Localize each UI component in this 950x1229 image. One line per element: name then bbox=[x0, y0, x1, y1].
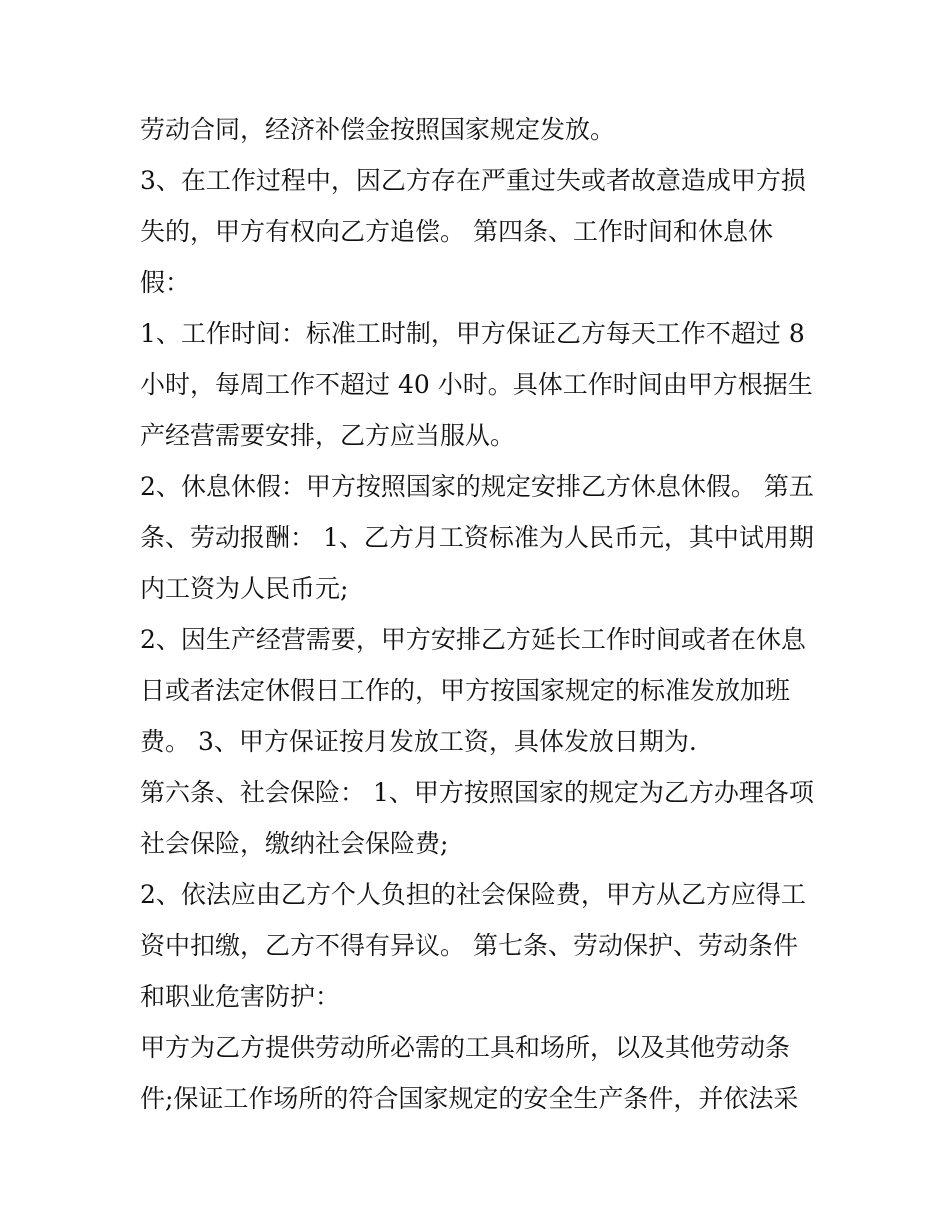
text-line: 3、在工作过程中，因乙方存在严重过失或者故意造成甲方损 bbox=[140, 166, 806, 195]
text-line: 1、工作时间：标准工时制，甲方保证乙方每天工作不超过 8 bbox=[140, 319, 805, 348]
text-line: 2、休息休假：甲方按照国家的规定安排乙方休息休假。 第五 bbox=[140, 472, 814, 501]
text-line: 费。 3、甲方保证按月发放工资，具体发放日期为. bbox=[140, 727, 697, 756]
text-line: 失的，甲方有权向乙方追偿。 第四条、工作时间和休息休 bbox=[140, 217, 773, 246]
text-line: 社会保险，缴纳社会保险费; bbox=[140, 829, 449, 858]
text-line: 劳动合同，经济补偿金按照国家规定发放。 bbox=[140, 115, 616, 144]
text-line: 日或者法定休假日工作的，甲方按国家规定的标准发放加班 bbox=[140, 676, 791, 705]
text-line: 2、因生产经营需要，甲方安排乙方延长工作时间或者在休息 bbox=[140, 625, 806, 654]
text-line: 内工资为人民币元; bbox=[140, 574, 349, 603]
text-line: 小时，每周工作不超过 40 小时。具体工作时间由甲方根据生 bbox=[140, 370, 813, 399]
text-line: 甲方为乙方提供劳动所必需的工具和场所，以及其他劳动条 bbox=[140, 1033, 791, 1062]
text-line: 和职业危害防护： bbox=[140, 982, 341, 1011]
text-line: 假： bbox=[140, 268, 191, 297]
text-line: 第六条、社会保险： 1、甲方按照国家的规定为乙方办理各项 bbox=[140, 778, 814, 807]
text-line: 件;保证工作场所的符合国家规定的安全生产条件，并依法采 bbox=[140, 1084, 799, 1113]
text-line: 条、劳动报酬： 1、乙方月工资标准为人民币元，其中试用期 bbox=[140, 523, 814, 552]
text-line: 资中扣缴，乙方不得有异议。 第七条、劳动保护、劳动条件 bbox=[140, 931, 798, 960]
text-line: 产经营需要安排，乙方应当服从。 bbox=[140, 421, 516, 450]
text-line: 2、依法应由乙方个人负担的社会保险费，甲方从乙方应得工 bbox=[140, 880, 806, 909]
contract-body-text bbox=[140, 104, 814, 1124]
